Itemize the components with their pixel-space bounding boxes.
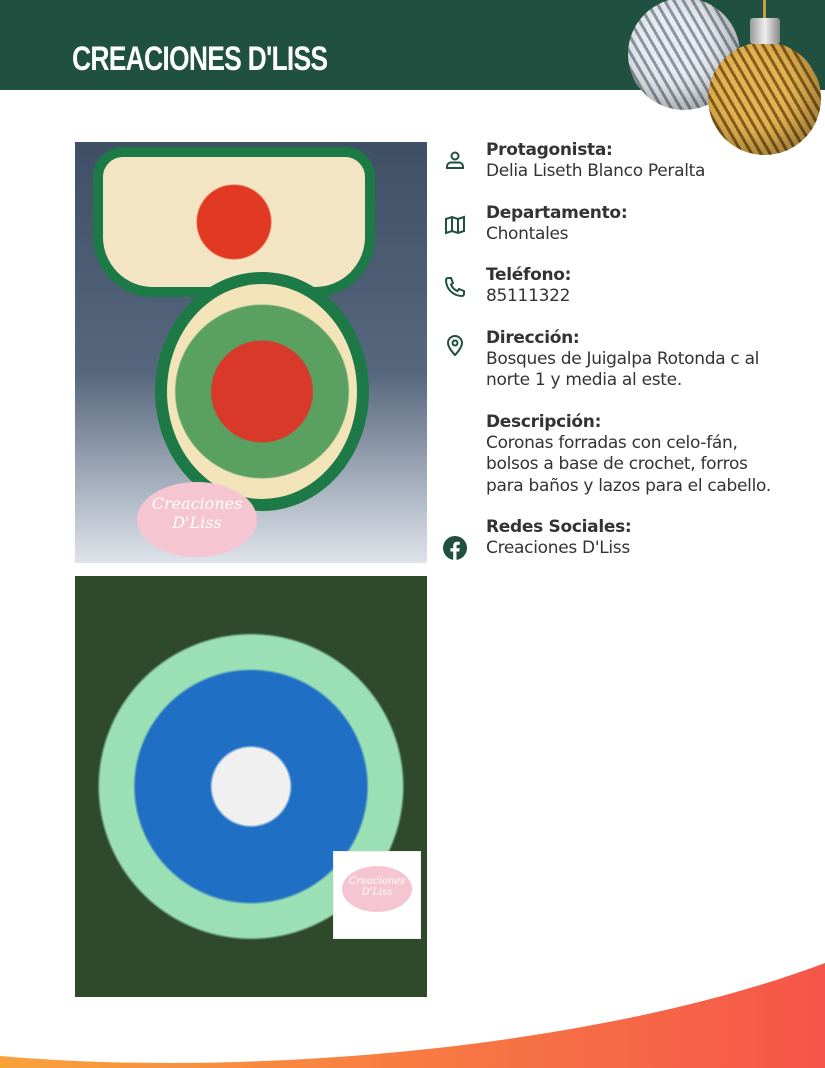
info-direccion: [443, 328, 773, 392]
info-label: Teléfono:: [486, 265, 572, 285]
user-icon: [443, 148, 467, 172]
map-icon: [443, 213, 467, 237]
phone-icon: [443, 275, 467, 299]
santa-cover: [155, 272, 369, 511]
info-departamento: [443, 203, 773, 246]
info-value: 85111322: [486, 286, 571, 306]
info-descripcion: [443, 412, 773, 498]
page-title: CREACIONES D'LISS: [72, 40, 328, 78]
social-link[interactable]: Creaciones D'Liss: [486, 538, 630, 558]
info-label: Redes Sociales:: [486, 517, 632, 537]
info-value: Bosques de Juigalpa Rotonda c al norte 1 y media al este.: [486, 348, 760, 390]
info-value: Delia Liseth Blanco Peralta: [486, 161, 706, 181]
brand-logo: Creaciones D'Liss: [342, 866, 412, 912]
info-label: Protagonista:: [486, 140, 613, 160]
info-protagonista: [443, 140, 773, 183]
gold-ornament-image: [708, 42, 821, 155]
facebook-icon[interactable]: [443, 536, 467, 560]
info-value: Chontales: [486, 223, 569, 244]
info-label: Dirección:: [486, 327, 580, 348]
info-label: Departamento:: [486, 202, 628, 223]
info-label: Descripción:: [486, 411, 602, 432]
poinsettia-cover: [93, 147, 375, 297]
info-redes-sociales: [443, 517, 773, 560]
footer-wave: [0, 908, 825, 1068]
ornament-chain: [763, 0, 766, 18]
brand-logo: Creaciones D'Liss: [137, 482, 257, 557]
location-pin-icon: [443, 333, 467, 357]
ornament-cap: [750, 18, 780, 44]
info-telefono: [443, 265, 773, 308]
info-panel: [443, 140, 773, 580]
info-value: Coronas forradas con celo-fán, bolsos a base de crochet, forros para baños y lazos para el cabello.: [486, 432, 771, 496]
product-photo-toilet-covers: [75, 142, 427, 563]
